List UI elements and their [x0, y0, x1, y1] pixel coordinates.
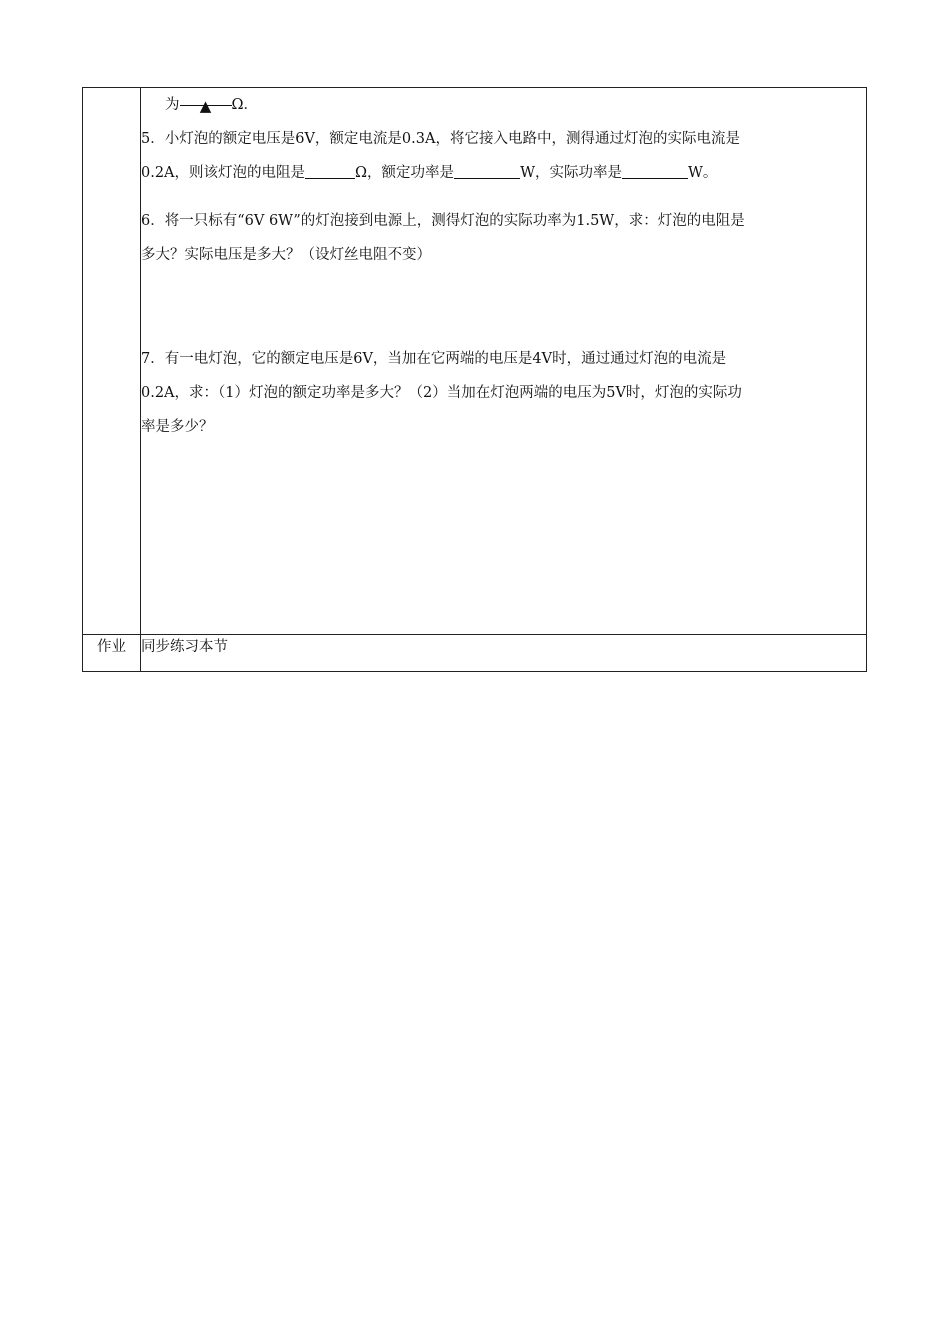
- q5-actual-power-blank: [622, 162, 688, 179]
- exercise-label-cell: [83, 88, 141, 635]
- exercise-row: [83, 88, 867, 635]
- q6-line-2: 多大？实际电压是多大？（设灯丝电阻不变）: [141, 247, 431, 263]
- q4-answer-blank: [180, 89, 232, 115]
- q5-text-c: W，实际功率是: [520, 165, 622, 181]
- q7-answer-space: [141, 444, 866, 634]
- exercise-content-cell: [141, 88, 867, 635]
- q5-resistance-blank: [305, 162, 355, 179]
- spacer: [141, 190, 866, 204]
- triangle-marker-icon: ▲: [199, 97, 212, 115]
- q7-line-2: 0.2A，求：（1）灯泡的额定功率是多大？（2）当加在灯泡两端的电压为5V时，灯泡的实际功: [141, 385, 742, 401]
- homework-text: 同步练习本节: [141, 635, 867, 672]
- q5-text-b: Ω，额定功率是: [355, 165, 455, 181]
- q4-prefix: 为: [165, 97, 180, 113]
- q6-answer-space: [141, 272, 866, 342]
- q7-line-3: 率是多少？: [141, 419, 214, 435]
- q4-suffix: Ω．: [231, 97, 259, 113]
- q6-line-1: 6．将一只标有“6V 6W”的灯泡接到电源上，测得灯泡的实际功率为1.5W，求：灯泡的电阻是: [141, 213, 745, 229]
- homework-label: 作业: [83, 635, 141, 672]
- q5-line-2: [141, 156, 866, 190]
- homework-row: [83, 635, 867, 672]
- q5-text-d: W。: [687, 165, 718, 181]
- q7-line-1: 7．有一电灯泡，它的额定电压是6V，当加在它两端的电压是4V时，通过通过灯泡的电流是: [141, 351, 727, 367]
- q5-line-1: 5．小灯泡的额定电压是6V，额定电流是0.3A，将它接入电路中，测得通过灯泡的实际电流是: [141, 131, 740, 147]
- q5-text-a: 0.2A，则该灯泡的电阻是: [141, 165, 306, 181]
- q4-tail: [141, 88, 866, 122]
- lesson-table: [82, 87, 867, 672]
- q5-rated-power-blank: [454, 162, 520, 179]
